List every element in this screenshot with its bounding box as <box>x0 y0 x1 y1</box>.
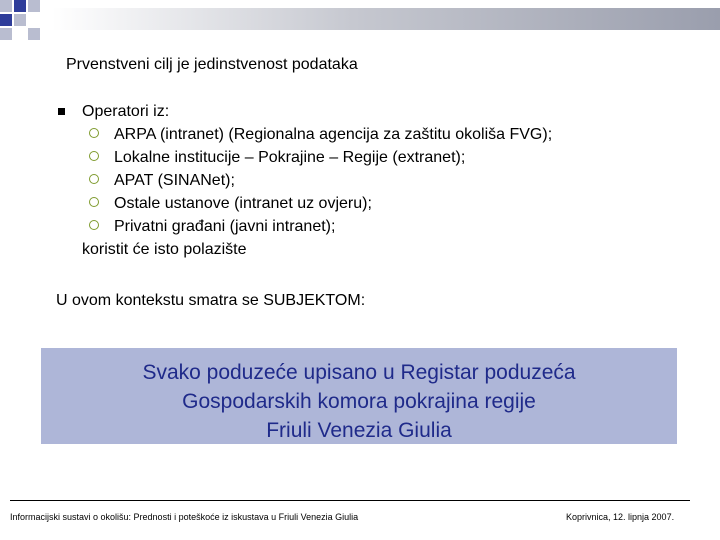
deco-square <box>0 0 12 12</box>
deco-square <box>14 0 26 12</box>
sub-item <box>54 146 552 169</box>
sub-item <box>54 215 552 238</box>
footer-divider <box>10 500 690 501</box>
bullet-continuation: koristit će isto polazište <box>82 241 247 258</box>
bullet-main-label: Operatori iz: <box>82 103 170 120</box>
sub-item <box>54 123 552 146</box>
deco-square <box>28 14 40 26</box>
circle-bullet-icon <box>89 151 99 161</box>
highlight-line: Gospodarskih komora pokrajina regije <box>182 390 536 413</box>
sub-item-label: ARPA (intranet) (Regionalna agencija za zaštitu okoliša FVG); <box>114 126 553 143</box>
subject-line: U ovom kontekstu smatra se SUBJEKTOM: <box>56 292 366 309</box>
sub-item-label: APAT (SINANet); <box>114 172 235 189</box>
sub-item-label: Privatni građani (javni intranet); <box>114 218 336 235</box>
circle-bullet-icon <box>89 220 99 230</box>
highlight-line: Friuli Venezia Giulia <box>266 419 452 442</box>
square-bullet-icon <box>58 108 65 115</box>
deco-square <box>0 14 12 26</box>
circle-bullet-icon <box>89 197 99 207</box>
circle-bullet-icon <box>89 174 99 184</box>
highlight-box <box>41 348 677 444</box>
sub-item <box>54 169 552 192</box>
sub-item-label: Ostale ustanove (intranet uz ovjeru); <box>114 195 372 212</box>
circle-bullet-icon <box>89 128 99 138</box>
slide-title: Prvenstveni cilj je jedinstvenost podataka <box>66 56 358 73</box>
bullet-list <box>54 100 552 261</box>
footer-left-text: Informacijski sustavi o okolišu: Prednosti i poteškoće iz iskustava u Friuli Venezia Giulia <box>10 512 359 522</box>
deco-square <box>28 0 40 12</box>
sub-item <box>54 192 552 215</box>
highlight-line: Svako poduzeće upisano u Registar poduzeća <box>142 361 576 384</box>
deco-square <box>28 28 40 40</box>
footer-right-text: Koprivnica, 12. lipnja 2007. <box>566 512 675 522</box>
deco-square <box>0 28 12 40</box>
sub-item-label: Lokalne institucije – Pokrajine – Regije (extranet); <box>114 149 466 166</box>
deco-square <box>14 14 26 26</box>
bullet-main <box>54 100 552 123</box>
deco-square <box>14 28 26 40</box>
header-gradient-bar <box>52 8 720 30</box>
